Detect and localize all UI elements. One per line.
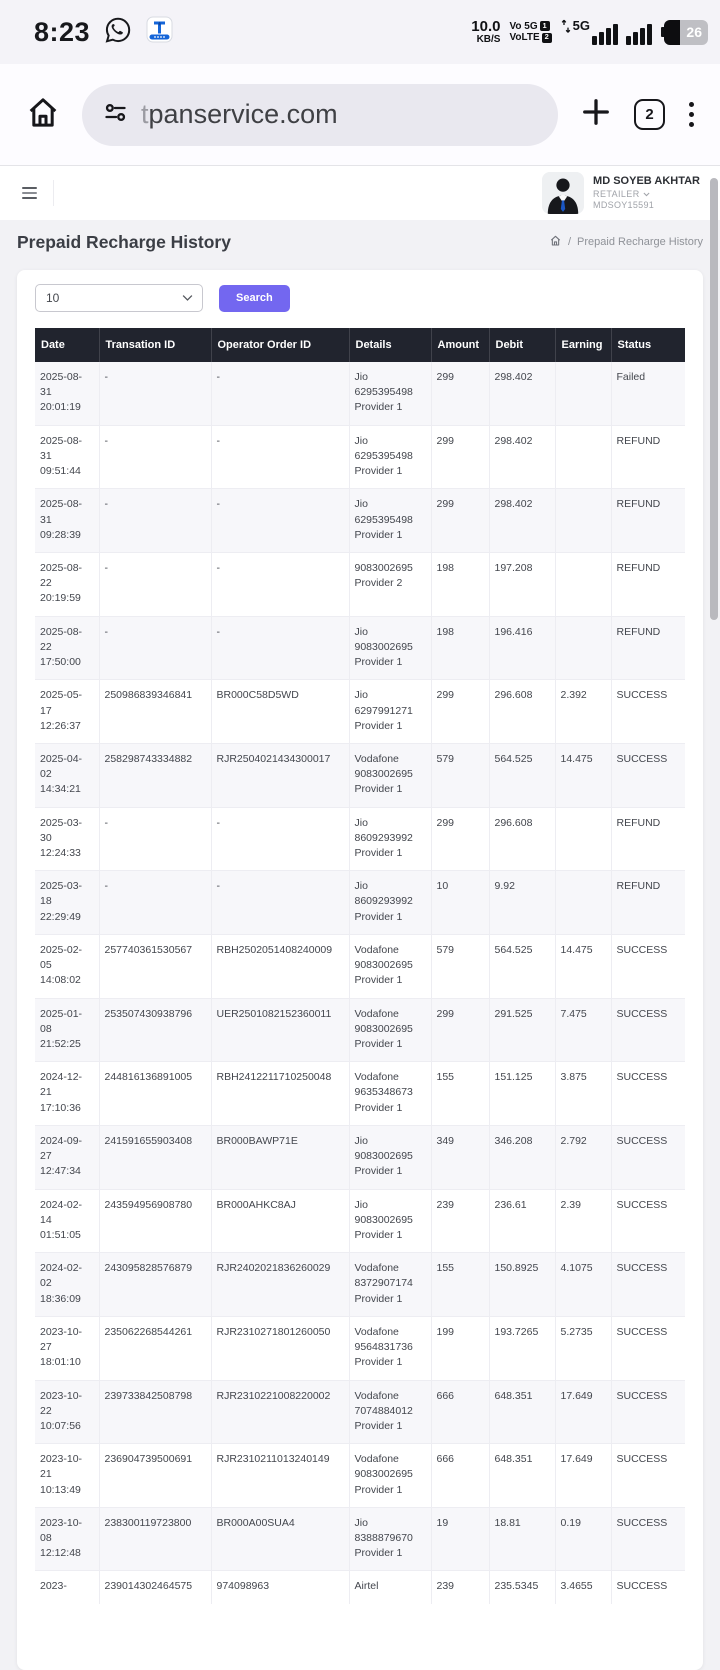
cell-debit: 236.61 [489, 1189, 555, 1253]
cell-details: 9083002695 Provider 2 [349, 552, 431, 616]
browser-toolbar [0, 64, 720, 166]
battery-percent: 26 [686, 24, 702, 40]
cell-debit: 18.81 [489, 1507, 555, 1571]
cell-debit: 235.5345 [489, 1571, 555, 1604]
cell-debit: 150.8925 [489, 1253, 555, 1317]
tpan-app-notification-icon [146, 16, 173, 48]
cell-txn: - [99, 807, 211, 871]
cell-earning: 17.649 [555, 1380, 611, 1444]
cell-details: Jio 6295395498 Provider 1 [349, 489, 431, 553]
column-header: Operator Order ID [211, 328, 349, 362]
cell-details: Airtel [349, 1571, 431, 1604]
page-scrollbar-thumb[interactable] [710, 178, 718, 620]
cell-amount: 299 [431, 680, 489, 744]
table-row [35, 425, 685, 489]
cell-status: SUCCESS [611, 1253, 685, 1317]
cell-txn: - [99, 362, 211, 425]
site-header [0, 166, 720, 220]
cell-status: SUCCESS [611, 998, 685, 1062]
cell-txn: - [99, 616, 211, 680]
table-body [35, 362, 685, 1604]
cell-op: RJR2310221008220002 [211, 1380, 349, 1444]
cell-details: Vodafone 9083002695 Provider 1 [349, 1444, 431, 1508]
cell-txn: 258298743334882 [99, 743, 211, 807]
cell-details: Jio 8609293992 Provider 1 [349, 871, 431, 935]
cell-debit: 196.416 [489, 616, 555, 680]
cell-status: SUCCESS [611, 1380, 685, 1444]
url-bar[interactable] [82, 84, 558, 146]
cell-status: SUCCESS [611, 1125, 685, 1189]
cell-date: 2025-05-17 12:26:37 [35, 680, 99, 744]
cell-status: REFUND [611, 616, 685, 680]
cell-status: SUCCESS [611, 1316, 685, 1380]
cell-date: 2025-08-31 09:51:44 [35, 425, 99, 489]
cell-op: - [211, 807, 349, 871]
cell-amount: 299 [431, 998, 489, 1062]
cell-status: REFUND [611, 871, 685, 935]
table-row [35, 1507, 685, 1571]
table-row [35, 1380, 685, 1444]
cell-earning: 17.649 [555, 1444, 611, 1508]
cell-op: RJR2504021434300017 [211, 743, 349, 807]
cell-op: RBH2502051408240009 [211, 934, 349, 998]
chevron-down-icon [643, 192, 650, 197]
url-text[interactable]: tpanservice.com [141, 99, 338, 129]
recharge-history-table [35, 328, 685, 1604]
search-button[interactable]: Search [219, 285, 290, 312]
cell-status: REFUND [611, 425, 685, 489]
cell-date: 2023- [35, 1571, 99, 1604]
cell-txn: - [99, 871, 211, 935]
cell-earning: 5.2735 [555, 1316, 611, 1380]
cell-earning [555, 489, 611, 553]
cell-amount: 299 [431, 489, 489, 553]
cell-debit: 298.402 [489, 425, 555, 489]
cell-op: - [211, 616, 349, 680]
cell-date: 2023-10-08 12:12:48 [35, 1507, 99, 1571]
user-role-dropdown[interactable]: RETAILER [593, 189, 700, 200]
cell-earning: 2.792 [555, 1125, 611, 1189]
cell-details: Vodafone 9564831736 Provider 1 [349, 1316, 431, 1380]
cell-earning [555, 616, 611, 680]
cell-amount: 198 [431, 552, 489, 616]
table-controls [35, 284, 685, 312]
cell-status: SUCCESS [611, 1444, 685, 1508]
column-header: Earning [555, 328, 611, 362]
cell-date: 2024-02-02 18:36:09 [35, 1253, 99, 1317]
cell-status: SUCCESS [611, 743, 685, 807]
cell-date: 2025-04-02 14:34:21 [35, 743, 99, 807]
cell-debit: 151.125 [489, 1062, 555, 1126]
cell-details: Jio 6295395498 Provider 1 [349, 425, 431, 489]
cell-earning [555, 552, 611, 616]
table-row [35, 552, 685, 616]
cell-date: 2025-03-18 22:29:49 [35, 871, 99, 935]
cell-status: Failed [611, 362, 685, 425]
cell-debit: 193.7265 [489, 1316, 555, 1380]
cell-debit: 298.402 [489, 489, 555, 553]
cell-op: - [211, 871, 349, 935]
cell-debit: 648.351 [489, 1444, 555, 1508]
cell-date: 2025-08-31 09:28:39 [35, 489, 99, 553]
page-title: Prepaid Recharge History [17, 231, 231, 252]
table-row [35, 743, 685, 807]
cell-status: REFUND [611, 552, 685, 616]
cell-amount: 299 [431, 807, 489, 871]
sim1-signal-bars [592, 21, 618, 45]
cell-debit: 296.608 [489, 680, 555, 744]
table-row [35, 1125, 685, 1189]
cell-earning [555, 807, 611, 871]
user-name: MD SOYEB AKHTAR [593, 174, 700, 187]
sim2-signal-bars [626, 21, 652, 45]
user-menu[interactable] [542, 172, 700, 214]
table-row [35, 1189, 685, 1253]
cell-txn: - [99, 489, 211, 553]
cell-op: - [211, 362, 349, 425]
clock: 8:23 [34, 16, 91, 47]
cell-debit: 564.525 [489, 743, 555, 807]
column-header: Status [611, 328, 685, 362]
cell-op: UER2501082152360011 [211, 998, 349, 1062]
breadcrumb-separator: / [567, 236, 572, 248]
cell-date: 2025-08-31 20:01:19 [40, 371, 83, 414]
cell-amount: 579 [431, 743, 489, 807]
network-type-label: 5G [572, 18, 590, 33]
cell-txn: 253507430938796 [99, 998, 211, 1062]
cell-status: REFUND [611, 489, 685, 553]
cell-details: Jio 9083002695 Provider 1 [349, 1125, 431, 1189]
volte-indicator: Vo 5G 1 VoLTE 2 [509, 21, 551, 44]
cell-date: 2023-10-27 18:01:10 [35, 1316, 99, 1380]
cell-date: 2025-01-08 21:52:25 [35, 998, 99, 1062]
cell-details: Jio 6295395498 Provider 1 [349, 362, 431, 425]
cell-txn: 243594956908780 [99, 1189, 211, 1253]
cell-earning [555, 871, 611, 935]
cell-txn: 243095828576879 [99, 1253, 211, 1317]
cell-date: 2025-03-30 12:24:33 [35, 807, 99, 871]
cell-earning: 2.39 [555, 1189, 611, 1253]
cell-details: Vodafone 9083002695 Provider 1 [349, 934, 431, 998]
cell-txn: 239014302464575 [99, 1571, 211, 1604]
cell-date: 2024-09-27 12:47:34 [35, 1125, 99, 1189]
table-row [35, 616, 685, 680]
cell-debit: 298.402 [489, 362, 555, 425]
cell-earning: 0.19 [555, 1507, 611, 1571]
page-title-row [0, 220, 720, 264]
cell-details: Jio 9083002695 Provider 1 [349, 616, 431, 680]
cell-txn: 244816136891005 [99, 1062, 211, 1126]
user-id: MDSOY15591 [593, 199, 655, 210]
cell-debit: 296.608 [489, 807, 555, 871]
table-row [35, 871, 685, 935]
cell-debit: 9.92 [489, 871, 555, 935]
cell-details: Vodafone 7074884012 Provider 1 [349, 1380, 431, 1444]
cell-amount: 198 [431, 616, 489, 680]
cell-details: Vodafone 9635348673 Provider 1 [349, 1062, 431, 1126]
cell-txn: 241591655903408 [99, 1125, 211, 1189]
cell-op: BR000BAWP71E [211, 1125, 349, 1189]
signal-strength-indicator [561, 19, 652, 45]
cell-details: Jio 8609293992 Provider 1 [349, 807, 431, 871]
cell-date: 2024-12-21 17:10:36 [35, 1062, 99, 1126]
cell-status: SUCCESS [611, 1189, 685, 1253]
cell-earning: 3.875 [555, 1062, 611, 1126]
tab-switcher-button[interactable]: 2 [634, 99, 665, 130]
network-speed-indicator: 10.0 KB/S [471, 18, 501, 45]
cell-op: 974098963 [211, 1571, 349, 1604]
table-row [35, 489, 685, 553]
sim2-badge: 2 [542, 33, 552, 43]
cell-details: Vodafone 8372907174 Provider 1 [349, 1253, 431, 1317]
table-row [35, 362, 685, 425]
cell-op: BR000A00SUA4 [211, 1507, 349, 1571]
table-row [35, 1444, 685, 1508]
column-header: Transation ID [99, 328, 211, 362]
cell-earning: 7.475 [555, 998, 611, 1062]
whatsapp-notification-icon [104, 16, 132, 49]
cell-debit: 648.351 [489, 1380, 555, 1444]
cell-earning: 4.1075 [555, 1253, 611, 1317]
table-row [35, 680, 685, 744]
cell-txn: - [99, 425, 211, 489]
cell-date: 2023-10-22 10:07:56 [35, 1380, 99, 1444]
battery-indicator [661, 20, 708, 45]
cell-details: Vodafone 9083002695 Provider 1 [349, 998, 431, 1062]
cell-date: 2025-02-05 14:08:02 [35, 934, 99, 998]
cell-amount: 579 [431, 934, 489, 998]
cell-txn: 239733842508798 [99, 1380, 211, 1444]
header-divider [53, 180, 54, 206]
cell-status: REFUND [611, 807, 685, 871]
page-size-select[interactable]: 10 [35, 284, 203, 312]
sim1-badge: 1 [540, 21, 550, 31]
cell-debit: 291.525 [489, 998, 555, 1062]
cell-details: Jio 6297991271 Provider 1 [349, 680, 431, 744]
cell-earning: 2.392 [555, 680, 611, 744]
cell-amount: 199 [431, 1316, 489, 1380]
cell-amount: 239 [431, 1571, 489, 1604]
android-status-bar [0, 0, 720, 64]
table-header [35, 328, 685, 362]
cell-amount: 349 [431, 1125, 489, 1189]
cell-debit: 346.208 [489, 1125, 555, 1189]
cell-amount: 299 [431, 362, 489, 425]
cell-amount: 10 [431, 871, 489, 935]
table-row [35, 1253, 685, 1317]
breadcrumb [549, 234, 703, 250]
new-tab-button[interactable] [578, 94, 614, 135]
cell-status: SUCCESS [611, 680, 685, 744]
cell-earning [555, 362, 611, 425]
table-row [35, 1316, 685, 1380]
cell-op: RBH2412211710250048 [211, 1062, 349, 1126]
browser-menu-button[interactable] [685, 98, 698, 131]
cell-amount: 299 [431, 425, 489, 489]
cell-op: RJR2310271801260050 [211, 1316, 349, 1380]
cell-date: 2023-10-21 10:13:49 [35, 1444, 99, 1508]
cell-amount: 155 [431, 1253, 489, 1317]
tune-icon[interactable] [102, 99, 129, 131]
cell-date: 2025-08-22 20:19:59 [35, 552, 99, 616]
table-row [35, 998, 685, 1062]
breadcrumb-home-icon[interactable] [549, 234, 562, 250]
cell-op: BR000AHKC8AJ [211, 1189, 349, 1253]
cell-amount: 666 [431, 1380, 489, 1444]
cell-txn: 257740361530567 [99, 934, 211, 998]
cell-op: - [211, 552, 349, 616]
column-header: Debit [489, 328, 555, 362]
cell-txn: 236904739500691 [99, 1444, 211, 1508]
cell-txn: 238300119723800 [99, 1507, 211, 1571]
cell-amount: 666 [431, 1444, 489, 1508]
breadcrumb-current: Prepaid Recharge History [577, 236, 703, 248]
avatar [542, 172, 584, 214]
column-header: Amount [431, 328, 489, 362]
cell-amount: 19 [431, 1507, 489, 1571]
table-row [35, 807, 685, 871]
cell-op: - [211, 425, 349, 489]
cell-op: RJR2310211013240149 [211, 1444, 349, 1508]
cell-details: Jio 8388879670 Provider 1 [349, 1507, 431, 1571]
cell-op: RJR2402021836260029 [211, 1253, 349, 1317]
cell-txn: 250986839346841 [99, 680, 211, 744]
cell-earning [555, 425, 611, 489]
cell-op: - [211, 489, 349, 553]
cell-status: SUCCESS [611, 1062, 685, 1126]
cell-status: SUCCESS [611, 934, 685, 998]
table-row [35, 934, 685, 998]
cell-amount: 155 [431, 1062, 489, 1126]
cell-txn: 235062268544261 [99, 1316, 211, 1380]
column-header: Date [35, 328, 99, 362]
cell-txn: - [99, 552, 211, 616]
table-row [35, 1062, 685, 1126]
battery-fill [664, 20, 680, 45]
cell-status: SUCCESS [611, 1507, 685, 1571]
home-button[interactable] [24, 93, 62, 136]
cell-debit: 197.208 [489, 552, 555, 616]
table-row [35, 1571, 685, 1604]
recharge-history-card [17, 270, 703, 1670]
cell-details: Vodafone 9083002695 Provider 1 [349, 743, 431, 807]
cell-op: BR000C58D5WD [211, 680, 349, 744]
column-header: Details [349, 328, 431, 362]
cell-date: 2025-08-22 17:50:00 [35, 616, 99, 680]
cell-earning: 3.4655 [555, 1571, 611, 1604]
cell-amount: 239 [431, 1189, 489, 1253]
cell-earning: 14.475 [555, 743, 611, 807]
updown-arrows-icon [561, 19, 571, 39]
cell-earning: 14.475 [555, 934, 611, 998]
cell-date: 2024-02-14 01:51:05 [35, 1189, 99, 1253]
cell-details: Jio 9083002695 Provider 1 [349, 1189, 431, 1253]
cell-status: SUCCESS [611, 1571, 685, 1604]
cell-debit: 564.525 [489, 934, 555, 998]
sidebar-toggle-button[interactable] [20, 183, 39, 204]
chevron-down-icon [182, 295, 193, 302]
